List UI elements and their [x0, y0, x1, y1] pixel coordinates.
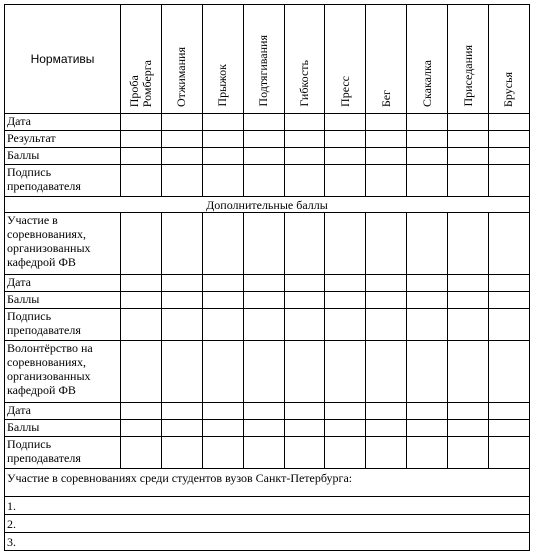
table-row	[5, 114, 530, 131]
table-row	[5, 292, 530, 309]
table-row	[5, 437, 530, 469]
column-header: Бег	[366, 5, 407, 114]
block-title: Участие в соревнованиях, организованных кафедрой ФВ	[5, 213, 121, 275]
footer-item-row[interactable]	[5, 515, 530, 533]
table-row	[5, 131, 530, 148]
column-header: Проба Ромберга	[121, 5, 162, 114]
column-header: Прыжок	[202, 5, 243, 114]
table-row	[5, 148, 530, 165]
table-row	[5, 165, 530, 197]
column-header: Приседания	[448, 5, 489, 114]
block-title: Волонтёрство на соревнованиях, организованных кафедрой ФВ	[5, 341, 121, 403]
norms-table	[4, 4, 530, 551]
row-label: Результат	[5, 131, 121, 148]
section-row	[5, 197, 530, 213]
footer-title: Участие в соревнованиях среди студентов вузов Санкт-Петербурга:	[5, 469, 530, 497]
footer-item[interactable]: 2.	[5, 515, 530, 533]
column-header: Гибкость	[284, 5, 325, 114]
row-label: Баллы	[5, 420, 121, 437]
footer-item[interactable]: 1.	[5, 497, 530, 515]
column-header: Скакалка	[407, 5, 448, 114]
row-label: Баллы	[5, 148, 121, 165]
table-row	[5, 275, 530, 292]
row-label: Дата	[5, 275, 121, 292]
table-row	[5, 341, 530, 403]
row-label: Баллы	[5, 292, 121, 309]
table-row	[5, 403, 530, 420]
column-header: Брусья	[489, 5, 530, 114]
header-row	[5, 5, 530, 114]
footer-item[interactable]: 3.	[5, 533, 530, 551]
footer-title-row	[5, 469, 530, 497]
row-label: Подпись преподавателя	[5, 165, 121, 197]
footer-item-row[interactable]	[5, 533, 530, 551]
table-row	[5, 213, 530, 275]
header-corner-label: Нормативы	[5, 5, 121, 114]
row-label: Дата	[5, 114, 121, 131]
table-row	[5, 309, 530, 341]
column-header: Пресс	[325, 5, 366, 114]
column-header: Подтягивания	[243, 5, 284, 114]
row-label: Дата	[5, 403, 121, 420]
row-label: Подпись преподавателя	[5, 309, 121, 341]
row-label: Подпись преподавателя	[5, 437, 121, 469]
column-header: Отжимания	[161, 5, 202, 114]
section-title: Дополнительные баллы	[5, 197, 530, 213]
table-row	[5, 420, 530, 437]
footer-item-row[interactable]	[5, 497, 530, 515]
